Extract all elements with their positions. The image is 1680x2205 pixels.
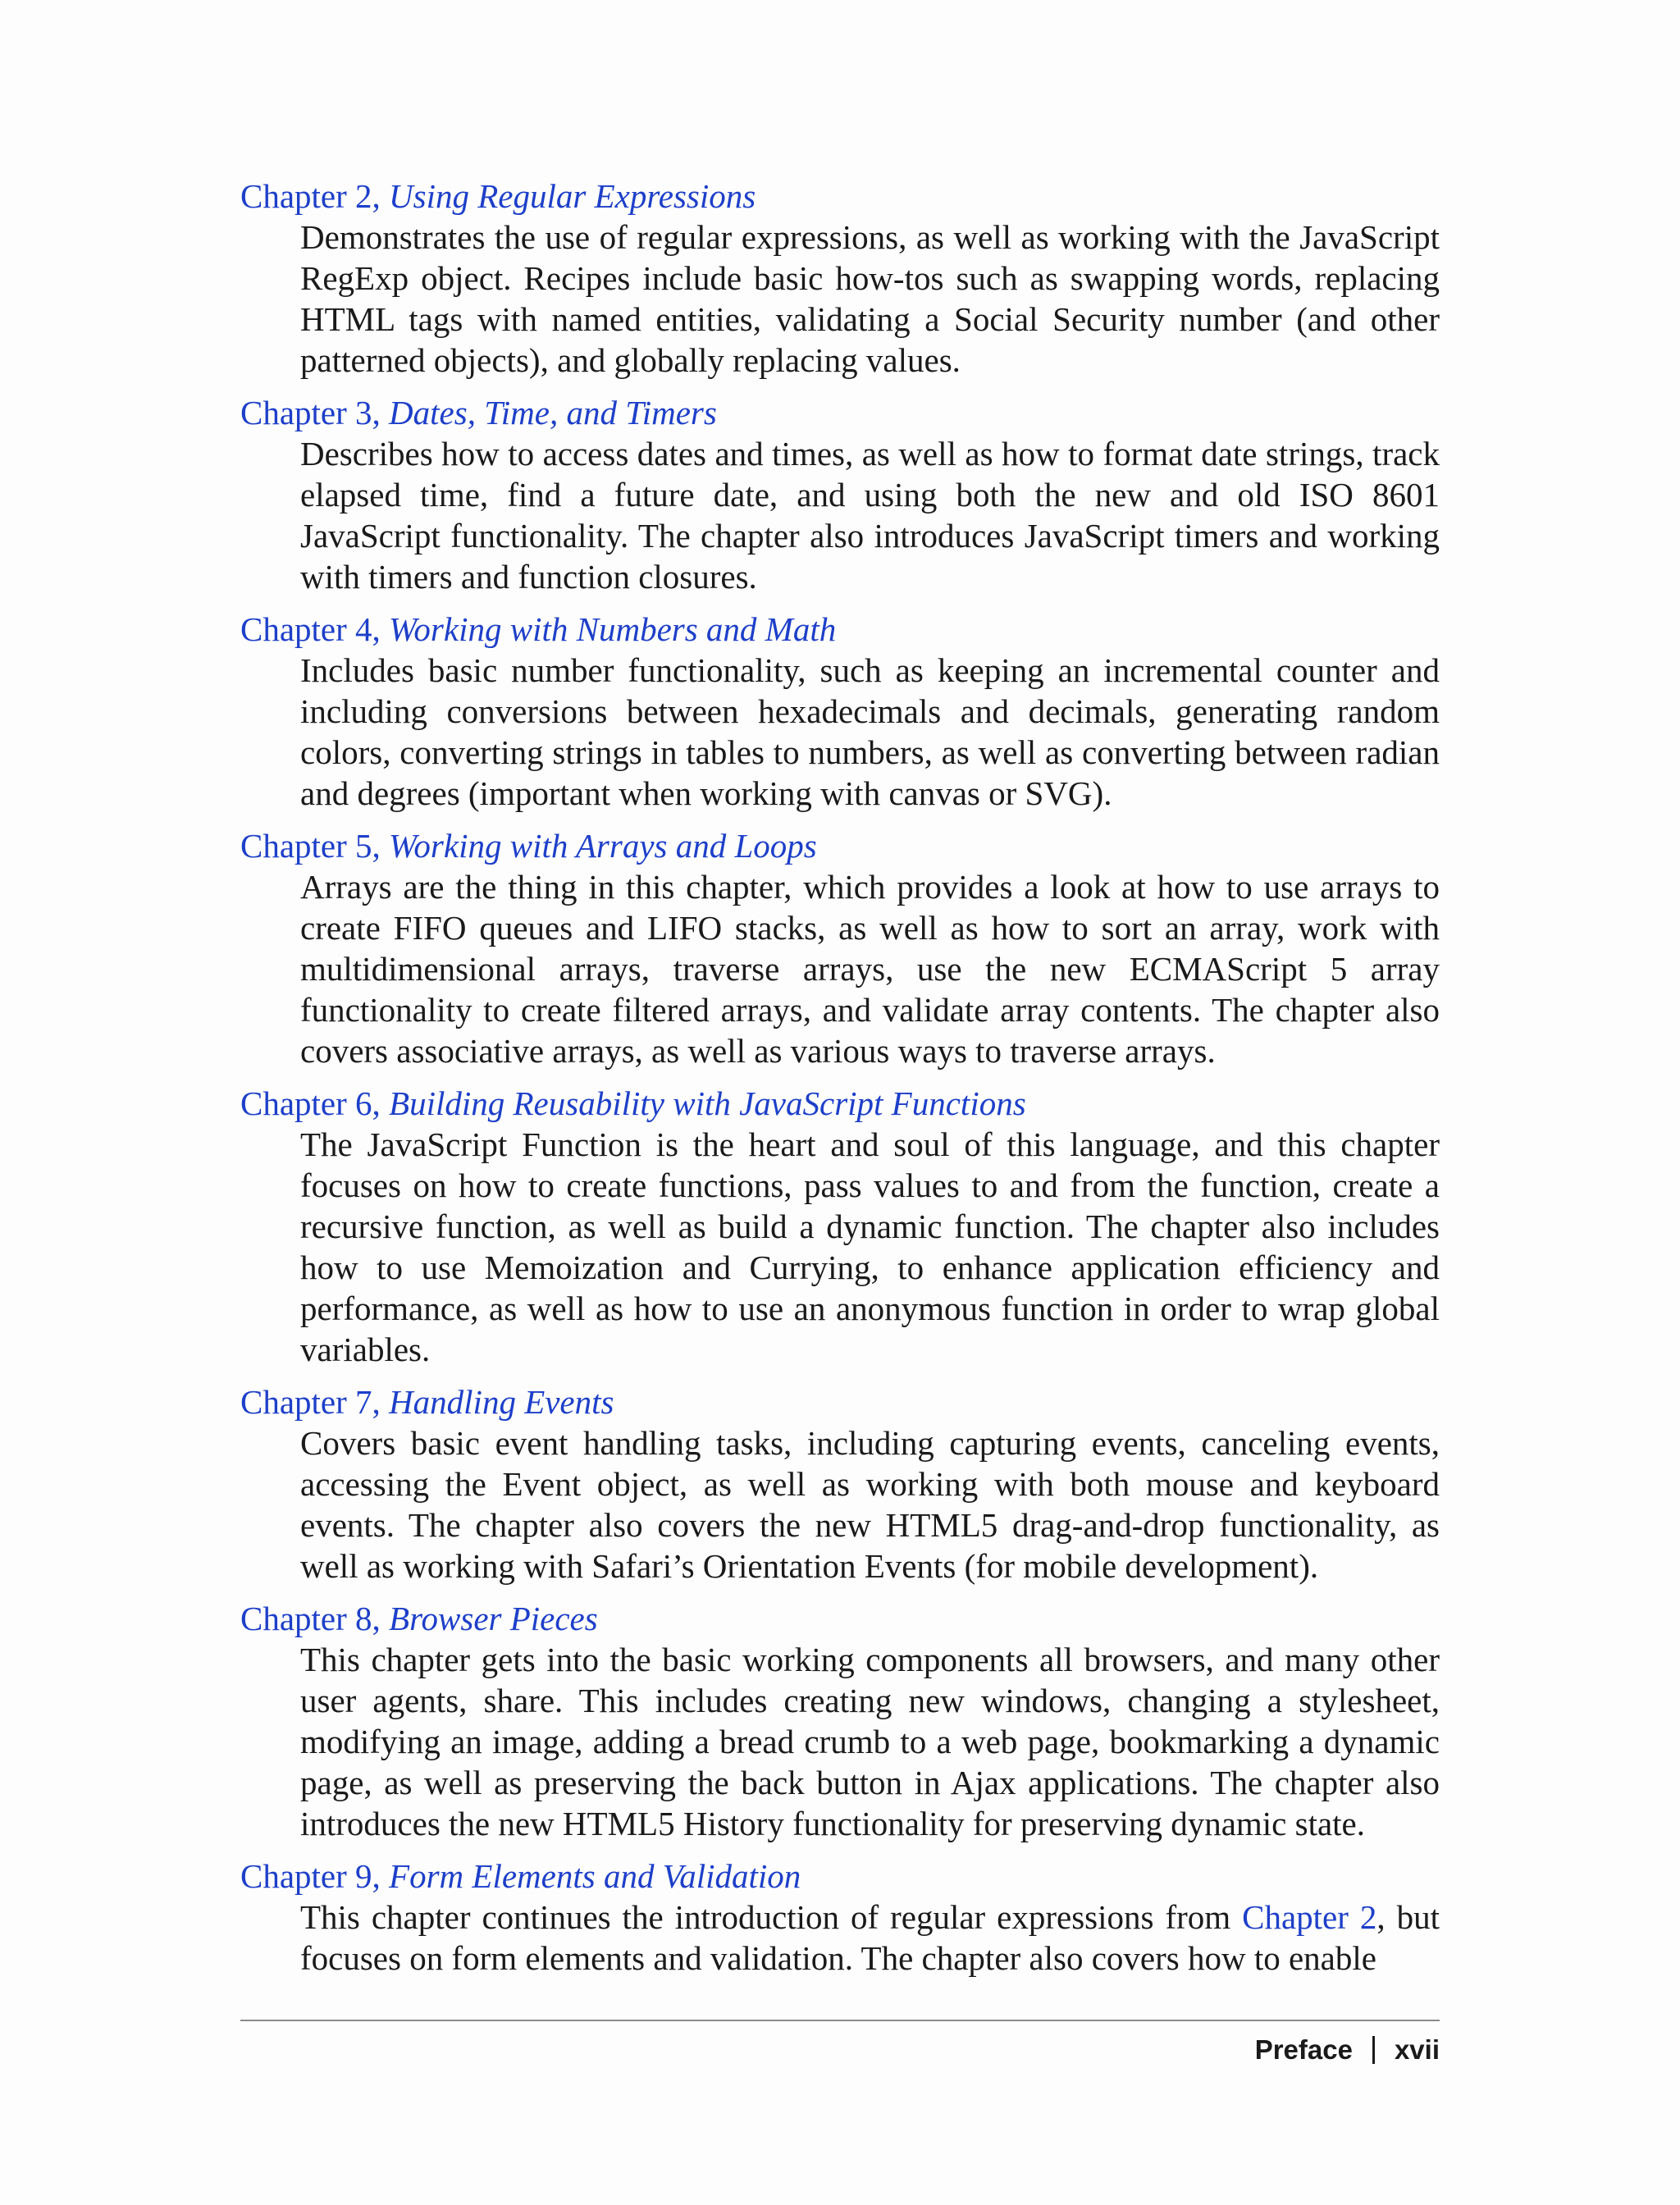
chapter-title-link[interactable]: Dates, Time, and Timers: [389, 394, 717, 431]
chapter-cross-reference-link[interactable]: Chapter 2: [1242, 1898, 1377, 1936]
chapter-heading[interactable]: [240, 1381, 1440, 1422]
chapter-title-link[interactable]: Form Elements and Validation: [389, 1857, 801, 1895]
footer-rule: [240, 2020, 1440, 2021]
footer-section-label: Preface: [1254, 2034, 1353, 2065]
description-text: This chapter continues the introduction of regular expressions from: [300, 1898, 1243, 1936]
page-footer: [1255, 2029, 1440, 2070]
chapter-heading[interactable]: [240, 609, 1440, 650]
chapter-title-link[interactable]: Working with Numbers and Math: [389, 610, 837, 648]
chapter-entry: [240, 825, 1440, 1071]
chapter-entry: [240, 1598, 1440, 1844]
chapter-entry: [240, 176, 1440, 381]
chapter-heading[interactable]: [240, 176, 1440, 217]
chapter-entry: [240, 1083, 1440, 1370]
chapter-number-link[interactable]: Chapter 6,: [240, 1084, 390, 1122]
chapter-title-link[interactable]: Browser Pieces: [389, 1600, 598, 1637]
chapter-heading[interactable]: [240, 1598, 1440, 1639]
chapter-title-link[interactable]: Handling Events: [389, 1383, 614, 1421]
chapter-description: Describes how to access dates and times, as well as how to format date strings, track elapsed time, find a future date, and using both the new and old ISO 8601 JavaScript functionality. The chapter also introduces JavaScript timers and working with timers and function closures.: [300, 435, 1440, 596]
chapter-description: This chapter gets into the basic working components all browsers, and many other user agents, share. This includes creating new windows, changing a stylesheet, modifying an image, adding a bread crumb to a web page, bookmarking a dynamic page, as well as preserving the back button in Ajax applications. The chapter also introduces the new HTML5 History functionality for preserving dynamic state.: [300, 1641, 1440, 1842]
chapter-heading[interactable]: [240, 1083, 1440, 1124]
chapter-description: Arrays are the thing in this chapter, which provides a look at how to use arrays to create FIFO queues and LIFO stacks, as well as how to sort an array, work with multidimensional arrays, traverse arrays, use the new ECMAScript 5 array functionality to create filtered arrays, and validate array contents. The chapter also covers associative arrays, as well as various ways to traverse arrays.: [300, 868, 1440, 1070]
chapter-list: [240, 176, 1440, 1990]
chapter-number-link[interactable]: Chapter 4,: [240, 610, 390, 648]
page-number: xvii: [1394, 2034, 1440, 2065]
chapter-number-link[interactable]: Chapter 8,: [240, 1600, 390, 1637]
chapter-description: Demonstrates the use of regular expressions, as well as working with the JavaScript RegExp object. Recipes include basic how-tos such as swapping words, replacing HTML tags with named entities, validating a Social Security number (and other patterned objects), and globally replacing values.: [300, 218, 1440, 379]
description-text: , but focuses on form elements and validation. The chapter also covers how to enable: [300, 1898, 1440, 1977]
chapter-description: [300, 1897, 1440, 1979]
chapter-entry: [240, 1856, 1440, 1979]
chapter-number-link[interactable]: Chapter 9,: [240, 1857, 390, 1895]
chapter-number-link[interactable]: Chapter 2,: [240, 177, 390, 215]
chapter-title-link[interactable]: Working with Arrays and Loops: [389, 827, 817, 865]
chapter-heading[interactable]: [240, 825, 1440, 866]
chapter-entry: [240, 392, 1440, 597]
chapter-title-link[interactable]: Building Reusability with JavaScript Functions: [389, 1084, 1026, 1122]
chapter-title-link[interactable]: Using Regular Expressions: [389, 177, 756, 215]
chapter-entry: [240, 1381, 1440, 1586]
chapter-description: The JavaScript Function is the heart and soul of this language, and this chapter focuses on how to create functions, pass values to and from the function, create a recursive function, as well as build a dynamic function. The chapter also includes how to use Memoization and Currying, to enhance application efficiency and performance, as well as how to use an anonymous function in order to wrap global variables.: [300, 1125, 1440, 1368]
chapter-number-link[interactable]: Chapter 5,: [240, 827, 390, 865]
footer-separator: [1372, 2036, 1375, 2064]
chapter-number-link[interactable]: Chapter 7,: [240, 1383, 390, 1421]
chapter-entry: [240, 609, 1440, 814]
chapter-heading[interactable]: [240, 1856, 1440, 1897]
chapter-description: Covers basic event handling tasks, including capturing events, canceling events, accessing the Event object, as well as working with both mouse and keyboard events. The chapter also covers the new HTML5 drag-and-drop functionality, as well as working with Safari’s Orientation Events (for mobile development).: [300, 1424, 1440, 1585]
chapter-description: Includes basic number functionality, such as keeping an incremental counter and including conversions between hexadecimals and decimals, generating random colors, converting strings in tables to numbers, as well as converting between radian and degrees (important when working with canvas or SVG).: [300, 651, 1440, 812]
chapter-heading[interactable]: [240, 392, 1440, 433]
chapter-number-link[interactable]: Chapter 3,: [240, 394, 390, 431]
